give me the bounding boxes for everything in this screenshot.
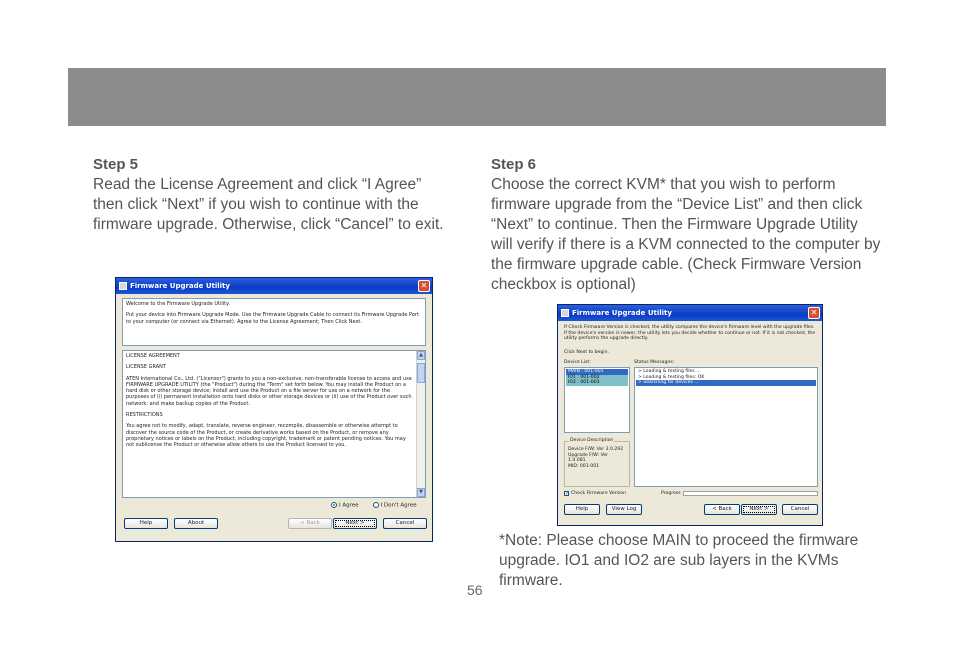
cancel-button[interactable]: Cancel	[782, 504, 818, 515]
device-fw-line: Device F/W: Ver 3.0.292	[568, 447, 624, 452]
close-icon[interactable]: ✕	[418, 280, 430, 292]
status-messages	[634, 367, 818, 487]
license-dialog	[115, 277, 433, 542]
device-description-legend: Device Description	[570, 438, 614, 443]
device-list[interactable]	[564, 367, 630, 433]
device-item-io1[interactable]: IO1 : 001-002	[566, 375, 628, 381]
step6-body: Choose the correct KVM* that you wish to perform firmware upgrade from the “Device List” and then click “Next” to continue. Then the Firmware Upgrade Utility will verify if there is a KVM connected to the computer by the firmware upgrade cable. (Check Firmware Version checkbox is optional)	[491, 176, 881, 293]
progress-track	[683, 491, 818, 496]
help-button[interactable]: Help	[564, 504, 600, 515]
license-dialog-titlebar[interactable]	[116, 278, 432, 294]
view-log-button[interactable]: View Log	[606, 504, 642, 515]
device-dialog	[557, 304, 823, 526]
cancel-button[interactable]: Cancel	[383, 518, 427, 529]
back-button[interactable]: < Back	[288, 518, 332, 529]
click-next-text: Click Next to begin.	[564, 350, 609, 355]
grant-text: ATEN International Co., Ltd. ("Licensor") grants to you a non-exclusive, non-transferable license to access and use FIRMWARE UPGRADE UTILITY (the "Product") during the "Term" set forth below. You may install the Product on a hard disk or other storage device; install and use the Product on a file server for use on a network for the purposes of (i) permanent installation onto hard disks or other storage devices or (ii) use of the Product over such network; and make backup copies of the Product.	[126, 375, 412, 407]
mid-line: MID: 001-001	[568, 463, 600, 469]
device-description	[564, 438, 630, 487]
step6-section	[491, 155, 881, 295]
kvm-note: *Note: Please choose MAIN to proceed the firmware upgrade. IO1 and IO2 are sub layers in the KVMs firmware.	[499, 532, 859, 589]
status-message: > Loading & testing files ...	[638, 369, 701, 374]
checkmark-icon: ✓	[565, 491, 570, 497]
scroll-up-icon[interactable]: ▲	[417, 351, 425, 360]
grant-heading: LICENSE GRANT	[126, 364, 166, 371]
radio-empty-icon	[373, 502, 379, 508]
license-scrollbar[interactable]	[416, 351, 425, 497]
step5-body: Read the License Agreement and click “I Agree” then click “Next” if you wish to continue with the firmware upgrade. Otherwise, click “Cancel” to exit.	[93, 176, 444, 233]
welcome-line1: Welcome to the Firmware Upgrade Utility.	[126, 301, 230, 307]
close-icon[interactable]: ✕	[808, 307, 820, 319]
agreement-radio-group	[331, 502, 417, 509]
step6-title: Step 6	[491, 156, 537, 173]
license-text-panel[interactable]	[122, 350, 426, 498]
help-button[interactable]: Help	[124, 518, 168, 529]
upgrade-fw-line: Upgrade F/W: Ver 1.0.081	[568, 452, 609, 464]
status-messages-label: Status Messages:	[634, 360, 675, 365]
welcome-panel	[122, 298, 426, 346]
scroll-down-icon[interactable]: ▼	[417, 488, 425, 497]
license-heading: LICENSE AGREEMENT	[126, 353, 180, 359]
page-number: 56	[467, 582, 483, 598]
restrictions-text: You agree not to modify, adapt, translate, reverse engineer, recompile, disassemble or otherwise attempt to discover the source code of the Product, or create derivative works based on the Product, or remove any proprietary notices or labels on the Product, including copyright, trademark or patent pending notices. You may not sublicense the Product or otherwise allow others to use the Product licensed to you.	[126, 423, 406, 449]
progress-bar	[661, 491, 818, 496]
next-button[interactable]: Next >	[333, 518, 377, 529]
agree-radio[interactable]: I Agree	[331, 502, 359, 509]
device-item-main[interactable]: MAIN : 001-001	[566, 369, 628, 375]
disagree-radio[interactable]: I Don't Agree	[373, 502, 417, 509]
welcome-line2: Put your device into Firmware Upgrade Mode. Use the Firmware Upgrade Cable to connect its Firmware Upgrade Port to your computer (or connect via Ethernet). Agree to the License Agreement; Then Click Next.	[126, 312, 419, 325]
check-firmware-checkbox[interactable]: ✓ Check Firmware Version	[565, 491, 626, 497]
radio-selected-icon	[331, 502, 337, 508]
next-button[interactable]: Next >	[741, 504, 777, 515]
back-button[interactable]: < Back	[704, 504, 740, 515]
status-message: > Searching for devices ...	[636, 380, 816, 386]
status-message: > Loading & testing files: OK	[638, 374, 705, 380]
device-info-text: If Check Firmware Version is checked, the utility compares the device's firmware level with the upgrade files. If the device's version is newer, the utility lets you decide whether to continue or not. If it is not checked, the utility performs the upgrade directly.	[564, 325, 816, 342]
about-button[interactable]: About	[174, 518, 218, 529]
scroll-thumb[interactable]	[417, 363, 425, 383]
device-dialog-titlebar[interactable]	[558, 305, 822, 321]
device-list-label: Device List:	[564, 360, 591, 365]
license-dialog-title: Firmware Upgrade Utility	[130, 282, 230, 290]
restrictions-heading: RESTRICTIONS	[126, 412, 163, 419]
step5-title: Step 5	[93, 156, 139, 173]
app-icon	[119, 282, 127, 290]
header-band	[68, 68, 886, 126]
device-item-io2[interactable]: IO2 : 001-003	[566, 380, 628, 386]
step5-section	[93, 155, 448, 235]
device-dialog-title: Firmware Upgrade Utility	[572, 309, 672, 317]
app-icon	[561, 309, 569, 317]
progress-label: Progress	[661, 491, 681, 496]
